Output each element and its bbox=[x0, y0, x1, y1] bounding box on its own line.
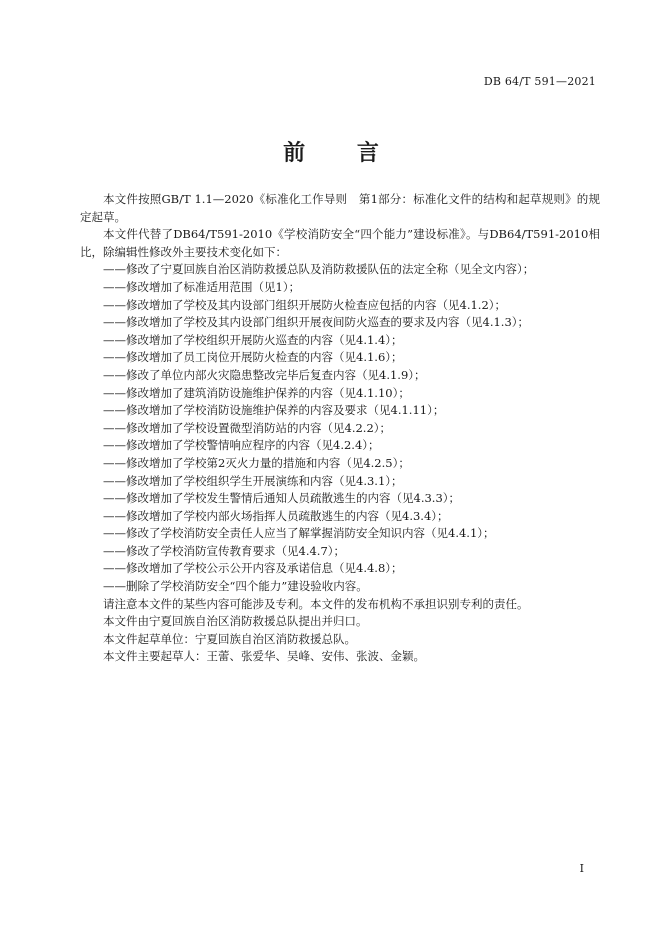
list-item: ——修改了单位内部火灾隐患整改完毕后复查内容（见4.1.9）； bbox=[103, 367, 426, 382]
list-item: ——删除了学校消防安全“四个能力”建设验收内容。 bbox=[103, 579, 368, 594]
technical-changes-list bbox=[80, 261, 600, 595]
list-item: ——修改增加了学校设置微型消防站的内容（见4.2.2）； bbox=[103, 420, 392, 435]
list-item: ——修改增加了学校及其内设部门组织开展夜间防火巡查的要求及内容（见4.1.3）； bbox=[103, 315, 530, 330]
patent-note: 请注意本文件的某些内容可能涉及专利。本文件的发布机构不承担识别专利的责任。 bbox=[103, 596, 529, 611]
list-item: ——修改增加了学校消防设施维护保养的内容及要求（见4.1.11）； bbox=[103, 403, 445, 418]
document-code: DB 64/T 591—2021 bbox=[483, 75, 596, 88]
page-title: 前 言 bbox=[283, 141, 401, 166]
list-item: ——修改增加了学校及其内设部门组织开展防火检查应包括的内容（见4.1.2）； bbox=[103, 297, 507, 312]
list-item: ——修改增加了学校组织开展防火巡查的内容（见4.1.4）； bbox=[103, 332, 403, 347]
list-item: ——修改了学校消防安全责任人应当了解掌握消防安全知识内容（见4.4.1）； bbox=[103, 526, 495, 541]
drafting-unit: 本文件起草单位：宁夏回族自治区消防救援总队。 bbox=[103, 631, 356, 646]
foreword-body bbox=[80, 191, 600, 666]
list-item: ——修改增加了建筑消防设施维护保养的内容（见4.1.10）； bbox=[103, 385, 410, 400]
list-item: ——修改增加了标准适用范围（见1）； bbox=[103, 279, 301, 294]
page-number: I bbox=[579, 862, 584, 875]
list-item: ——修改了学校消防宣传教育要求（见4.4.7）； bbox=[103, 543, 346, 558]
list-item: ——修改增加了学校公示公开内容及承诺信息（见4.4.8）； bbox=[103, 561, 403, 576]
list-item: ——修改增加了学校组织学生开展演练和内容（见4.3.1）； bbox=[103, 473, 403, 488]
list-item: ——修改增加了学校发生警情后通知人员疏散逃生的内容（见4.3.3）； bbox=[103, 491, 461, 506]
intro-paragraph-1: 本文件按照GB/T 1.1—2020《标准化工作导则 第1部分：标准化文件的结构和起草规则》的规定起草。 bbox=[80, 192, 600, 224]
list-item: ——修改增加了学校第2灭火力量的措施和内容（见4.2.5）； bbox=[103, 455, 410, 470]
drafters: 本文件主要起草人：王蕾、张爱华、吴峰、安伟、张波、金颖。 bbox=[103, 649, 425, 664]
proposer-statement: 本文件由宁夏回族自治区消防救援总队提出并归口。 bbox=[103, 614, 368, 629]
list-item: ——修改增加了学校警情响应程序的内容（见4.2.4）； bbox=[103, 438, 380, 453]
intro-paragraph-2: 本文件代替了DB64/T591-2010《学校消防安全“四个能力”建设标准》。与DB64/T591-2010相比，除编辑性修改外主要技术变化如下： bbox=[80, 227, 600, 259]
list-item: ——修改增加了学校内部火场指挥人员疏散逃生的内容（见4.3.4）； bbox=[103, 508, 449, 523]
list-item: ——修改了宁夏回族自治区消防救援总队及消防救援队伍的法定全称（见全文内容）； bbox=[103, 262, 535, 277]
list-item: ——修改增加了员工岗位开展防火检查的内容（见4.1.6）； bbox=[103, 350, 403, 365]
